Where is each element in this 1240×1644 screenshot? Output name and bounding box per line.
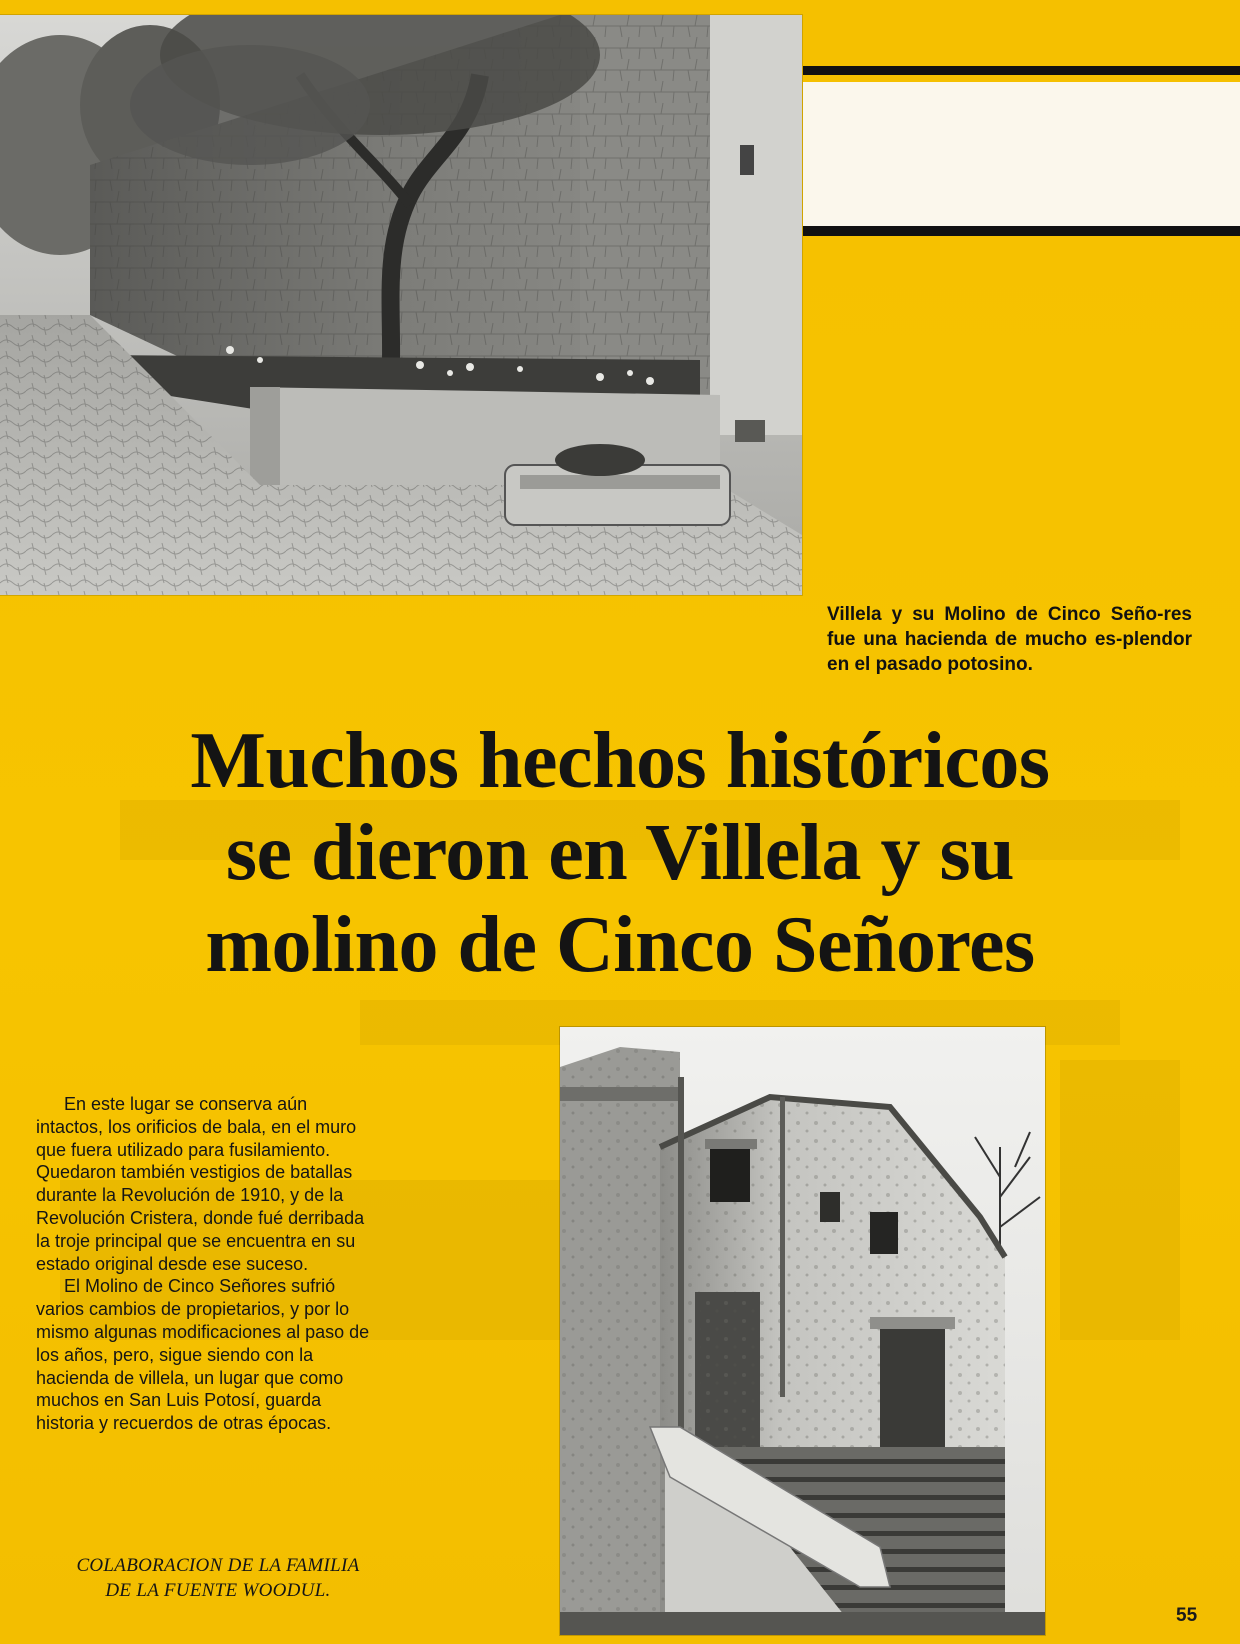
bleed-through-band <box>1060 1060 1180 1340</box>
body-paragraph: En este lugar se conserva aún intactos, los orificios de bala, en el muro que fuera utilizado para fusilamiento. Quedaron también vestigios de batallas durante la Revolución de 1910, y de la Revolución Cristera, donde fué derribada la troje principal que se encuentra en su estado original desde ese suceso. <box>36 1094 365 1274</box>
top-rule <box>803 66 1240 75</box>
headline-line-1: Muchos hechos históricos <box>190 717 1050 805</box>
hacienda-wall-photo <box>0 15 802 595</box>
headline-line-2: se dieron en Villela y su <box>225 809 1015 897</box>
page-number: 55 <box>1176 1605 1198 1626</box>
headline-line-3: molino de Cinco Señores <box>205 901 1035 989</box>
body-paragraph: El Molino de Cinco Señores sufrió varios cambios de propietarios, y por lo mismo algunas modificaciones al paso de los años, pero, sigue siendo con la hacienda de villela, un lugar que como muchos en San Luis Potosí, guarda historia y recuerdos de otras épocas. <box>36 1276 370 1434</box>
article-credit <box>38 1553 398 1603</box>
molino-building-photo <box>560 1027 1045 1635</box>
credit-line-2: DE LA FUENTE WOODUL. <box>105 1580 331 1601</box>
lower-rule <box>803 226 1240 236</box>
white-panel <box>803 82 1240 228</box>
article-body <box>36 1093 374 1435</box>
credit-line-1: COLABORACION DE LA FAMILIA <box>76 1555 360 1576</box>
article-headline <box>70 715 1170 991</box>
photo-caption: Villela y su Molino de Cinco Seño-res fue una hacienda de mucho es-plendor en el pasado potosino. <box>827 604 1192 675</box>
